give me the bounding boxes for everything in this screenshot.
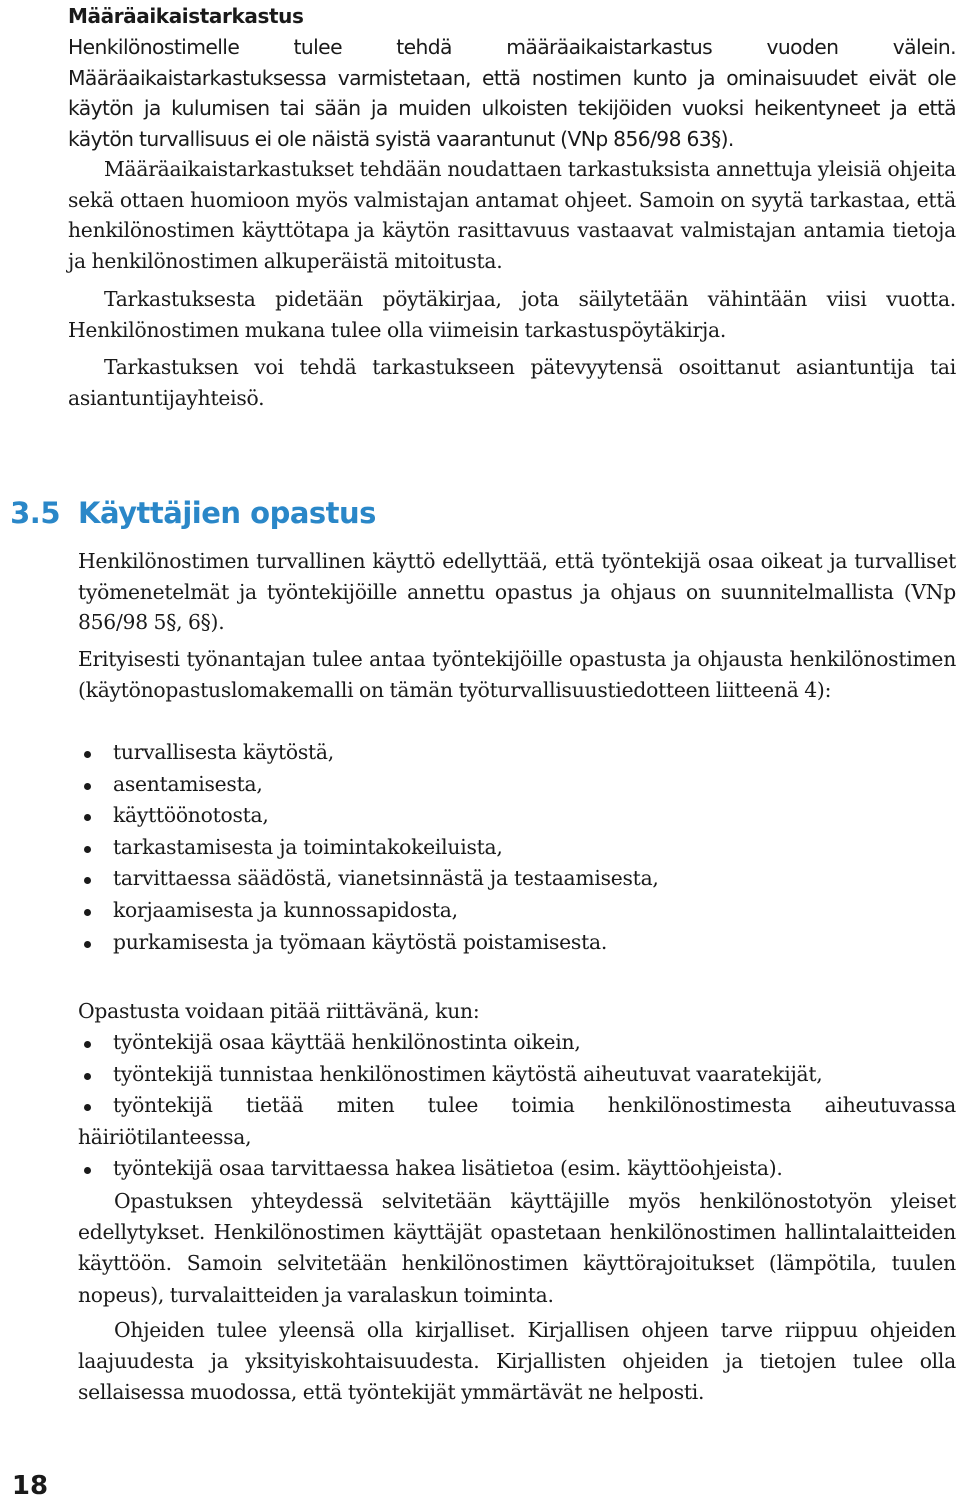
paragraph-inspection-expert: Tarkastuksen voi tehdä tarkastukseen pätevyytensä osoittanut asiantuntija tai asiantuntijayhteisö. [68, 355, 956, 410]
section-heading-inspection: Määräaikaistarkastus [68, 4, 304, 28]
paragraph-guidance-employer: Erityisesti työnantajan tulee antaa työntekijöille opastusta ja ohjausta henkilönostimen (käytönopastuslomakemalli on tämän työturvallisuustiedotteen liitteenä 4): [78, 647, 956, 702]
list-item: korjaamisesta ja kunnossapidosta, [78, 895, 659, 927]
list-item: tarvittaessa säädöstä, vianetsinnästä ja testaamisesta, [78, 863, 659, 895]
guidance-topics-list [78, 737, 659, 958]
list-item: turvallisesta käytöstä, [78, 737, 659, 769]
paragraph-adequate-intro: Opastusta voidaan pitää riittävänä, kun: [78, 999, 480, 1023]
paragraph-inspection-guidelines: Määräaikaistarkastukset tehdään noudattaen tarkastuksista annettuja yleisiä ohjeita sekä ottaen huomioon myös valmistajan antamat ohjeet. Samoin on syytä tarkastaa, että henkilönostimen käyttötapa ja käytön rasittavuus vastaavat valmistajan antamia tietoja ja henkilönostimen alkuperäistä mitoitusta. [68, 157, 956, 273]
list-item: työntekijä tietää miten tulee toimia henkilönostimesta aiheutuvassa häiriötilanteessa, [78, 1090, 956, 1153]
paragraph-inspection-record: Tarkastuksesta pidetään pöytäkirjaa, jota säilytetään vähintään viisi vuotta. Henkilönostimen mukana tulee olla viimeisin tarkastuspöytäkirja. [68, 287, 956, 342]
list-item: työntekijä osaa käyttää henkilönostinta oikein, [78, 1027, 956, 1059]
page-number: 18 [0, 1468, 60, 1504]
list-item: työntekijä osaa tarvittaessa hakea lisätietoa (esim. käyttöohjeista). [78, 1153, 956, 1185]
list-item: työntekijä tunnistaa henkilönostimen käytöstä aiheutuvat vaaratekijät, [78, 1059, 956, 1091]
paragraph-guidance-context: Opastuksen yhteydessä selvitetään käyttäjille myös henkilönostotyön yleiset edellytykset. Henkilönostimen käyttäjät opastetaan henkilönostimen hallintalaitteiden käyttöön. Samoin selvitetään henkilönostimen käyttörajoitukset (lämpötila, tuulen nopeus), turvalaitteiden ja varalaskun toiminta. [78, 1189, 956, 1307]
section-number: 3.5 [10, 496, 60, 530]
list-item: käyttöönotosta, [78, 800, 659, 832]
paragraph-guidance-intro: Henkilönostimen turvallinen käyttö edellyttää, että työntekijä osaa oikeat ja turvalliset työmenetelmät ja työntekijöille annettu opastus ja ohjaus on suunnitelmallista (VNp 856/98 5§, 6§). [78, 549, 956, 634]
adequate-guidance-list [78, 1027, 956, 1185]
list-item: tarkastamisesta ja toimintakokeiluista, [78, 832, 659, 864]
list-item: asentamisesta, [78, 769, 659, 801]
paragraph-inspection-interval: Henkilönostimelle tulee tehdä määräaikaistarkastus vuoden välein. Määräaikaistarkastuksessa varmistetaan, että nostimen kunto ja ominaisuudet eivät ole käytön ja kulumisen tai sään ja muiden ulkoisten tekijöiden vuoksi heikentyneet ja että käytön turvallisuus ei ole näistä syistä vaarantunut (VNp 856/98 63§). [68, 35, 956, 151]
paragraph-written-instructions: Ohjeiden tulee yleensä olla kirjalliset. Kirjallisen ohjeen tarve riippuu ohjeiden laajuudesta ja yksityiskohtaisuudesta. Kirjallisten ohjeiden ja tietojen tulee olla sellaisessa muodossa, että työntekijät ymmärtävät ne helposti. [78, 1318, 956, 1405]
list-item: purkamisesta ja työmaan käytöstä poistamisesta. [78, 927, 659, 959]
section-title: Käyttäjien opastus [78, 496, 376, 530]
